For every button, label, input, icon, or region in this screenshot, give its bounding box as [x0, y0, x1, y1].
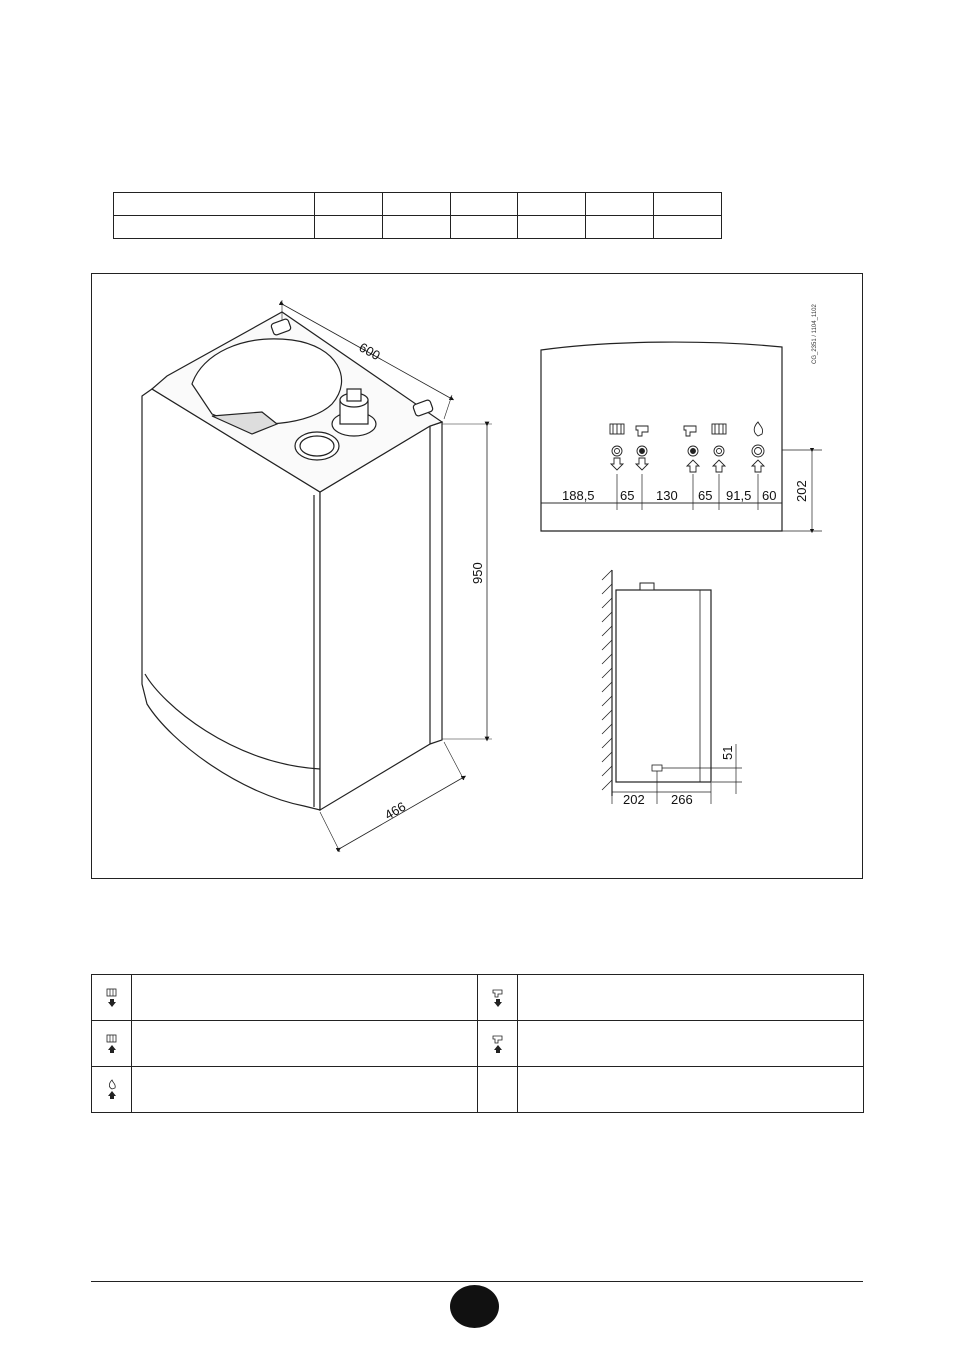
footer-rule	[91, 1281, 863, 1282]
table-cell	[382, 193, 450, 216]
offset-label: 188,5	[562, 488, 595, 503]
legend-icon-cell	[92, 975, 132, 1021]
boiler-side-view	[602, 570, 742, 804]
side-drain-height-label: 51	[720, 745, 735, 760]
legend-icon-cell	[92, 1067, 132, 1113]
side-wall-offset-label: 202	[623, 792, 645, 807]
legend-text-cell	[518, 1067, 864, 1113]
table-cell	[114, 193, 315, 216]
table-row	[92, 1067, 864, 1113]
offset-label: 65	[698, 488, 713, 503]
table-cell	[586, 216, 654, 239]
legend-icon-cell	[478, 1021, 518, 1067]
radiator-return-icon	[105, 1033, 119, 1055]
table-cell	[586, 193, 654, 216]
boiler-isometric	[142, 312, 442, 810]
table-cell	[315, 193, 383, 216]
legend-icon-cell	[92, 1021, 132, 1067]
table-cell	[450, 193, 518, 216]
hot-water-outlet-icon	[491, 987, 505, 1009]
table-row	[92, 1021, 864, 1067]
table-row	[114, 216, 722, 239]
legend-icon-cell	[478, 975, 518, 1021]
radiator-outlet-icon	[105, 987, 119, 1009]
legend-icon-cell	[478, 1067, 518, 1113]
table-cell	[654, 216, 722, 239]
table-cell	[114, 216, 315, 239]
table-cell	[654, 193, 722, 216]
dimension-width: 600	[356, 339, 383, 364]
legend-text-cell	[518, 1021, 864, 1067]
boiler-drawing	[92, 274, 864, 880]
legend-text-cell	[132, 1021, 478, 1067]
table-cell	[315, 216, 383, 239]
drawing-code: CG_2351 / 1104_1102	[812, 304, 818, 364]
spec-table	[113, 192, 722, 239]
offset-label: 91,5	[726, 488, 752, 503]
connection-height-label: 202	[794, 480, 809, 502]
table-cell	[518, 193, 586, 216]
table-cell	[382, 216, 450, 239]
dimension-depth: 466	[382, 798, 409, 823]
legend-table	[91, 974, 864, 1113]
table-row	[114, 193, 722, 216]
offset-label: 65	[620, 488, 635, 503]
side-depth-label: 266	[671, 792, 693, 807]
offset-label: 60	[762, 488, 777, 503]
page-number-badge	[450, 1285, 499, 1328]
legend-text-cell	[132, 1067, 478, 1113]
legend-text-cell	[518, 975, 864, 1021]
table-cell	[518, 216, 586, 239]
dimension-height: 950	[470, 562, 485, 584]
gas-inlet-icon	[105, 1079, 119, 1101]
table-cell	[450, 216, 518, 239]
dimension-figure	[91, 273, 863, 879]
legend-text-cell	[132, 975, 478, 1021]
table-row	[92, 975, 864, 1021]
offset-label: 130	[656, 488, 678, 503]
cold-water-inlet-icon	[491, 1033, 505, 1055]
